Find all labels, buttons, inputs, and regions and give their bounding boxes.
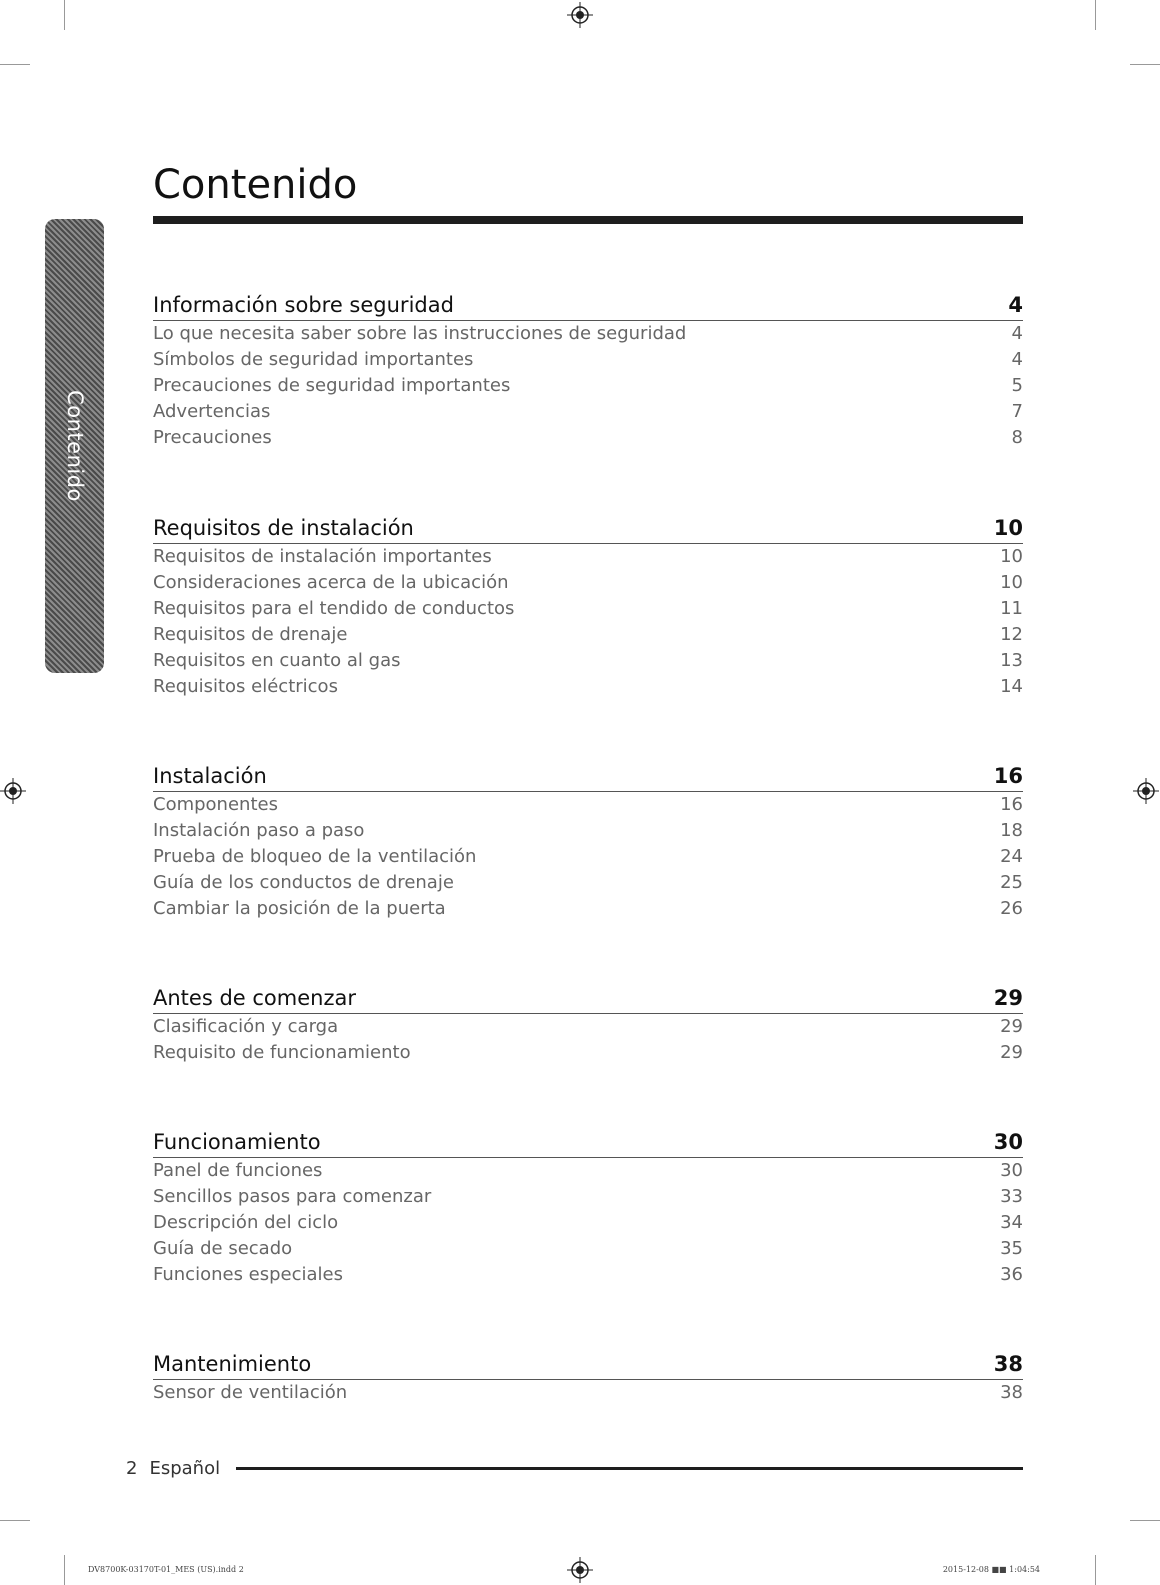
toc-entry[interactable] — [153, 1158, 1023, 1184]
crop-mark — [1095, 0, 1096, 30]
crop-mark — [64, 0, 65, 30]
section-page: 30 — [993, 1130, 1023, 1154]
crop-mark — [0, 64, 30, 65]
toc-entry[interactable] — [153, 674, 1023, 700]
entry-text: Requisito de funcionamiento — [153, 1042, 411, 1063]
toc-entry[interactable] — [153, 792, 1023, 818]
toc-entry[interactable] — [153, 373, 1023, 399]
page-number: 2 — [126, 1458, 138, 1479]
entry-page: 33 — [1000, 1186, 1023, 1207]
entry-text: Clasificación y carga — [153, 1016, 339, 1037]
print-slug-left: DV8700K-03170T-01_MES (US).indd 2 — [88, 1565, 244, 1574]
section-header — [153, 1122, 1023, 1158]
toc-section — [153, 1122, 1023, 1288]
crop-mark — [1130, 64, 1160, 65]
toc-section — [153, 978, 1023, 1066]
entry-text: Sencillos pasos para comenzar — [153, 1186, 432, 1207]
side-tab-label: Contenido — [62, 390, 87, 502]
toc-entry[interactable] — [153, 870, 1023, 896]
entry-page: 36 — [1000, 1264, 1023, 1285]
entry-page: 26 — [1000, 898, 1023, 919]
entry-page: 35 — [1000, 1238, 1023, 1259]
registration-mark-icon — [1133, 778, 1159, 804]
footer-rule — [236, 1467, 1023, 1470]
entry-text: Requisitos en cuanto al gas — [153, 650, 401, 671]
entry-page: 11 — [1000, 598, 1023, 619]
entry-page: 14 — [1000, 676, 1023, 697]
section-header — [153, 285, 1023, 321]
toc-entry[interactable] — [153, 1040, 1023, 1066]
entry-text: Sensor de ventilación — [153, 1382, 348, 1403]
entry-page: 16 — [1000, 794, 1023, 815]
crop-mark — [1130, 1520, 1160, 1521]
entry-page: 29 — [1000, 1042, 1023, 1063]
toc-entry[interactable] — [153, 818, 1023, 844]
entry-page: 8 — [1011, 427, 1023, 448]
entry-page: 10 — [1000, 572, 1023, 593]
toc-entry[interactable] — [153, 844, 1023, 870]
toc-entry[interactable] — [153, 399, 1023, 425]
toc-section — [153, 285, 1023, 451]
toc-entry[interactable] — [153, 896, 1023, 922]
toc-entry[interactable] — [153, 544, 1023, 570]
crop-mark — [1095, 1555, 1096, 1585]
entry-page: 5 — [1011, 375, 1023, 396]
section-header — [153, 508, 1023, 544]
page-title: Contenido — [153, 162, 358, 208]
entry-text: Requisitos de drenaje — [153, 624, 348, 645]
toc-entry[interactable] — [153, 321, 1023, 347]
entry-text: Requisitos eléctricos — [153, 676, 338, 697]
toc-entry[interactable] — [153, 596, 1023, 622]
section-title[interactable]: Instalación — [153, 764, 267, 788]
crop-mark — [0, 1520, 30, 1521]
entry-text: Lo que necesita saber sobre las instrucciones de seguridad — [153, 323, 687, 344]
section-page: 16 — [993, 764, 1023, 788]
entry-page: 13 — [1000, 650, 1023, 671]
entry-text: Guía de los conductos de drenaje — [153, 872, 454, 893]
toc-entry[interactable] — [153, 1236, 1023, 1262]
section-title[interactable]: Antes de comenzar — [153, 986, 356, 1010]
print-slug-right: 2015-12-08 ■■ 1:04:54 — [942, 1565, 1040, 1574]
section-header — [153, 756, 1023, 792]
side-tab — [45, 219, 104, 673]
toc-entry[interactable] — [153, 1380, 1023, 1406]
entry-text: Prueba de bloqueo de la ventilación — [153, 846, 477, 867]
entry-page: 12 — [1000, 624, 1023, 645]
toc-entry[interactable] — [153, 1014, 1023, 1040]
entry-text: Requisitos de instalación importantes — [153, 546, 492, 567]
registration-mark-icon — [0, 778, 26, 804]
toc-entry[interactable] — [153, 622, 1023, 648]
toc-entry[interactable] — [153, 347, 1023, 373]
entry-page: 38 — [1000, 1382, 1023, 1403]
entry-text: Panel de funciones — [153, 1160, 323, 1181]
section-header — [153, 1344, 1023, 1380]
title-rule — [153, 216, 1023, 224]
entry-text: Componentes — [153, 794, 278, 815]
entry-page: 4 — [1011, 349, 1023, 370]
toc-entry[interactable] — [153, 648, 1023, 674]
section-title[interactable]: Información sobre seguridad — [153, 293, 454, 317]
entry-text: Guía de secado — [153, 1238, 293, 1259]
entry-page: 24 — [1000, 846, 1023, 867]
entry-text: Advertencias — [153, 401, 271, 422]
entry-page: 34 — [1000, 1212, 1023, 1233]
entry-text: Precauciones de seguridad importantes — [153, 375, 511, 396]
entry-text: Requisitos para el tendido de conductos — [153, 598, 515, 619]
section-title[interactable]: Funcionamiento — [153, 1130, 321, 1154]
section-page: 38 — [993, 1352, 1023, 1376]
entry-page: 10 — [1000, 546, 1023, 567]
registration-mark-icon — [567, 2, 593, 28]
page-footer — [126, 1458, 1023, 1479]
toc-entry[interactable] — [153, 1262, 1023, 1288]
section-page: 10 — [993, 516, 1023, 540]
toc-entry[interactable] — [153, 1210, 1023, 1236]
entry-text: Descripción del ciclo — [153, 1212, 339, 1233]
entry-page: 4 — [1011, 323, 1023, 344]
section-page: 4 — [1008, 293, 1023, 317]
entry-text: Cambiar la posición de la puerta — [153, 898, 446, 919]
entry-text: Precauciones — [153, 427, 272, 448]
entry-page: 18 — [1000, 820, 1023, 841]
section-page: 29 — [993, 986, 1023, 1010]
section-title[interactable]: Requisitos de instalación — [153, 516, 414, 540]
entry-text: Símbolos de seguridad importantes — [153, 349, 474, 370]
footer-language: Español — [149, 1458, 221, 1479]
entry-page: 30 — [1000, 1160, 1023, 1181]
entry-text: Funciones especiales — [153, 1264, 344, 1285]
section-header — [153, 978, 1023, 1014]
crop-mark — [64, 1555, 65, 1585]
entry-page: 7 — [1011, 401, 1023, 422]
toc-entry[interactable] — [153, 1184, 1023, 1210]
entry-text: Consideraciones acerca de la ubicación — [153, 572, 509, 593]
section-title[interactable]: Mantenimiento — [153, 1352, 312, 1376]
toc-section — [153, 1344, 1023, 1406]
toc-section — [153, 756, 1023, 922]
entry-text: Instalación paso a paso — [153, 820, 365, 841]
entry-page: 25 — [1000, 872, 1023, 893]
entry-page: 29 — [1000, 1016, 1023, 1037]
toc-section — [153, 508, 1023, 700]
registration-mark-icon — [567, 1557, 593, 1583]
toc-entry[interactable] — [153, 570, 1023, 596]
toc-entry[interactable] — [153, 425, 1023, 451]
